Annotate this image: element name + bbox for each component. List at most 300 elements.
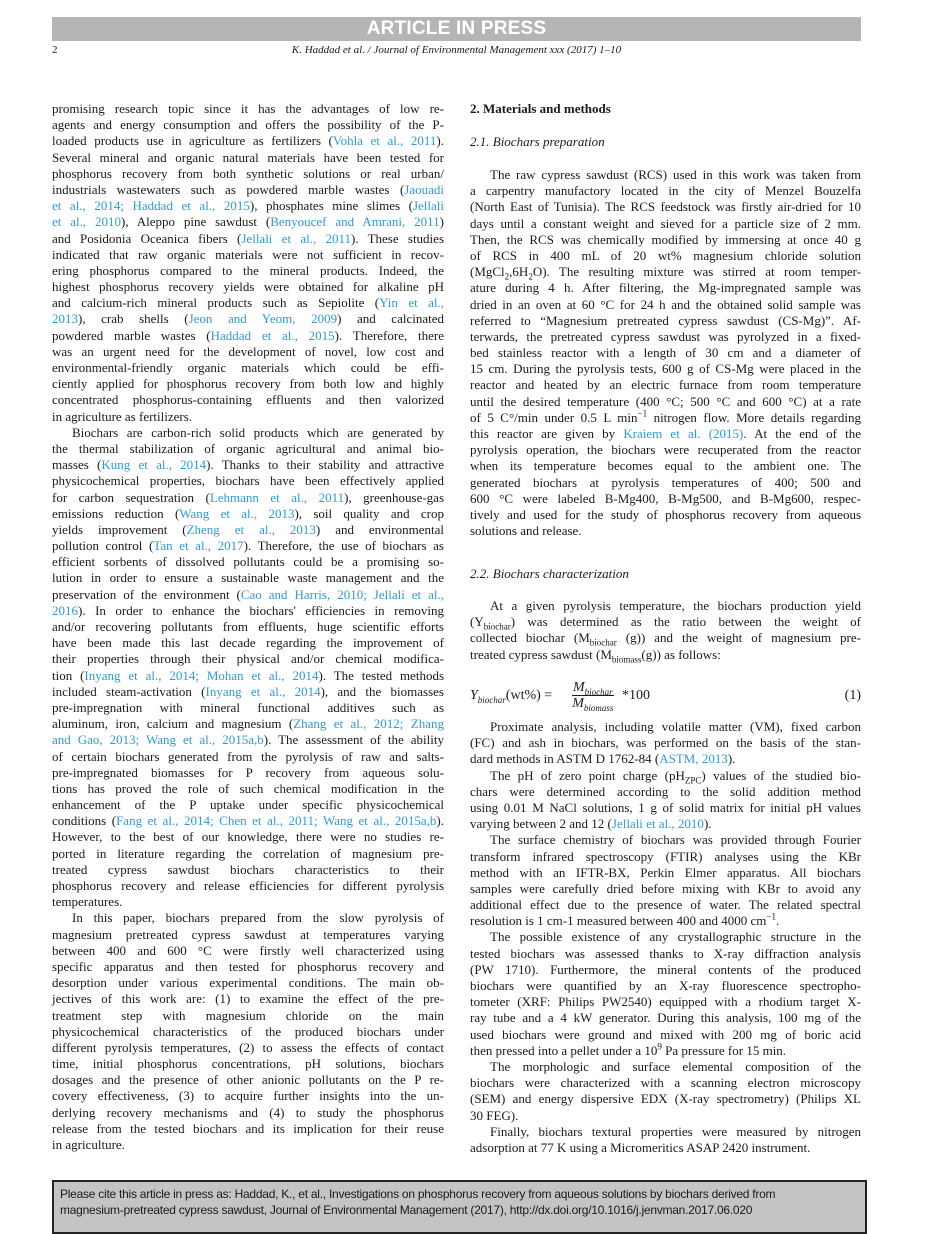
- text-segment: ). The assessment of the ability: [263, 732, 444, 748]
- text-segment: The possible existence of any crystallographic structure in the: [490, 929, 861, 945]
- text-line: [470, 426, 861, 442]
- text-segment: treated cypress sawdust biochars characteristics to their: [52, 861, 444, 877]
- citation-link[interactable]: ASTM, 2013: [659, 751, 728, 767]
- text-line: [470, 1075, 861, 1091]
- text-line: [470, 962, 861, 978]
- text-segment: ).: [727, 751, 736, 767]
- text-segment: Proximate analysis, including volatile matter (VM), fixed carbon: [490, 719, 861, 734]
- text-segment: concentrated phosphorus-containing effluents and then valorized: [52, 392, 444, 408]
- text-segment: derlying recovery mechanisms and (4) to study the phosphorus: [52, 1104, 444, 1120]
- paragraph: [470, 719, 861, 768]
- text-line: [470, 929, 861, 945]
- text-line: [52, 781, 444, 797]
- text-segment: ray tube and a 4 kW generator. During this analysis, 100 mg of the: [470, 1010, 861, 1026]
- subsection-heading: 2.2. Biochars characterization: [470, 566, 629, 581]
- text-segment: their properties through their physical and/or chemical modifica-: [52, 651, 444, 667]
- text-line: [470, 232, 861, 248]
- subscript: 2: [504, 271, 510, 282]
- text-segment: collected biochar (M: [470, 630, 590, 646]
- text-segment: ).: [436, 813, 445, 829]
- equation-number: (1): [844, 688, 861, 703]
- text-line: [470, 442, 861, 458]
- text-segment: treated cypress sawdust (M: [470, 646, 612, 662]
- text-line: [52, 441, 444, 457]
- text-line: [470, 199, 861, 215]
- text-segment: . At the end of the: [743, 426, 861, 441]
- citation-link[interactable]: Jellali: [412, 198, 444, 214]
- text-segment: different pyrolysis temperatures, (2) to assess the effects of contact: [52, 1039, 444, 1055]
- text-segment: (Y: [470, 614, 484, 630]
- text-line: [52, 166, 444, 182]
- eq-unit: (wt%): [505, 688, 541, 703]
- subscript: 2: [528, 271, 533, 282]
- superscript: −1: [766, 911, 776, 922]
- text-line: [52, 684, 444, 700]
- text-line: [470, 1108, 861, 1124]
- paragraph: [470, 768, 861, 833]
- text-segment: transform infrared spectroscopy (FTIR) analyses using the KBr: [470, 848, 861, 864]
- citation-link[interactable]: Inyang et al., 2014; Mohan et al., 2014: [84, 667, 319, 683]
- text-segment: yields improvement (: [52, 521, 187, 537]
- text-segment: included steam-activation (: [52, 683, 206, 699]
- text-line: [52, 490, 444, 506]
- paragraph: [470, 167, 861, 539]
- superscript: −1: [637, 408, 648, 419]
- text-line: [52, 1008, 444, 1024]
- text-segment: tested biochars was assessed thanks to X-ray diffraction analysis: [470, 945, 861, 961]
- text-segment: emissions reduction (: [52, 505, 180, 521]
- citation-link[interactable]: Jeon and Yeom, 2009: [188, 311, 338, 327]
- text-line: [52, 328, 444, 344]
- paragraph: [470, 832, 861, 929]
- text-segment: (North East of Tunisia). The RCS feedstock was firstly air-dried for 10: [470, 199, 861, 215]
- text-line: [52, 279, 444, 295]
- text-segment: ) and calcinated: [337, 311, 444, 327]
- text-line: [470, 816, 861, 832]
- text-segment: phosphorus recovery from both synthetic solutions or real urban/: [52, 165, 444, 181]
- text-segment: highest phosphorus recovery yields were obtained for alkaline pH: [52, 279, 444, 295]
- text-line: [470, 507, 861, 523]
- text-segment: and Posidonia Oceanica fibers (: [52, 230, 242, 246]
- citation-link[interactable]: Fang et al., 2014; Chen et al., 2011; Wang et al., 2015a,b: [116, 813, 437, 829]
- text-segment: additional effect due to the presence of water. The related spectral: [470, 897, 861, 913]
- citation-link[interactable]: Kraiem et al. (2015): [623, 426, 744, 441]
- text-segment: agents and energy consumption and offers the possibility of the P-: [52, 117, 444, 133]
- text-segment: biochars were characterized with a scanning electron microscopy: [470, 1075, 861, 1091]
- text-segment: tometer (XRF: Philips PW2540) equipped with a rhodium target X-: [470, 994, 861, 1010]
- eq-subscript: biochar: [584, 686, 613, 697]
- text-line: [470, 647, 861, 663]
- text-line: [52, 182, 444, 198]
- text-segment: Several mineral and organic natural materials have been tested for: [52, 149, 444, 165]
- text-line: [52, 1056, 444, 1072]
- text-segment: Then, the RCS was chemically modified by immersing at once 40 g: [470, 231, 861, 247]
- citation-link[interactable]: Yin et al.,: [379, 295, 445, 311]
- text-segment: aluminum, iron, calcium and magnesium (: [52, 716, 294, 732]
- text-line: [52, 198, 444, 214]
- text-line: [52, 554, 444, 570]
- citation-link[interactable]: Jellali et al., 2011: [241, 230, 351, 246]
- text-segment: resolution is 1 cm-1 measured between 400 and 4000 cm: [470, 913, 767, 929]
- text-segment: the thermal stabilization of organic agricultural and animal bio-: [52, 440, 444, 456]
- text-segment: covery effectiveness, (3) to acquire further insights into the un-: [52, 1088, 444, 1104]
- text-line: [470, 946, 861, 962]
- text-segment: masses (: [52, 457, 102, 473]
- citation-link[interactable]: Lehmann et al., 2011: [209, 489, 345, 505]
- text-segment: Biochars are carbon-rich solid products which are generated by: [72, 424, 444, 440]
- citation-link[interactable]: et al., 2014; Haddad et al., 2015: [52, 198, 250, 214]
- eq-subscript: biomass: [583, 702, 614, 713]
- text-line: [52, 943, 444, 959]
- text-line: [470, 523, 861, 539]
- text-line: [470, 897, 861, 913]
- text-segment: days until a constant weight and sieved for a particle size of 2 mm.: [470, 215, 861, 231]
- text-line: [52, 360, 444, 376]
- text-segment: used biochars were ground and mixed with 200 mg of boric acid: [470, 1026, 861, 1042]
- text-line: [52, 101, 444, 117]
- text-segment: magnesium pretreated cypress sawdust at temperatures varying: [52, 926, 444, 942]
- text-line: [52, 700, 444, 716]
- citation-link[interactable]: Tan et al., 2017: [153, 538, 244, 554]
- citation-link[interactable]: Cao and Harris, 2010; Jellali et al.,: [240, 586, 445, 602]
- text-segment: of 5 C°/min under 0.5 L min: [470, 409, 638, 425]
- text-line: [52, 133, 444, 149]
- citation-link[interactable]: Jaouadi: [404, 181, 444, 197]
- text-segment: (FC) and ash in biochars, was performed on the basis of the stan-: [470, 735, 861, 751]
- text-segment: and calcium-rich mineral products such as Sepiolite (: [52, 295, 380, 311]
- text-line: [52, 522, 444, 538]
- text-segment: tions has proved the role of such chemical modification in the: [52, 780, 444, 796]
- text-segment: tion (: [52, 667, 85, 683]
- eq-symbol: M: [572, 696, 584, 711]
- characterization-text: [470, 719, 861, 1156]
- text-segment: indicated that raw organic materials were not sufficient in recov-: [52, 246, 444, 262]
- text-segment: 15 cm. During the pyrolysis tests, 600 g of CS-Mg were placed in the: [470, 361, 861, 377]
- text-segment: of certain biochars generated from the pyrolysis of raw and salts-: [52, 748, 444, 764]
- text-segment: treatment step with magnesium chloride on the main: [52, 1007, 444, 1023]
- text-segment: desorption under various experimental conditions. The main ob-: [52, 975, 444, 991]
- text-line: [470, 800, 861, 816]
- text-line: [52, 570, 444, 586]
- text-segment: varying between 2 and 12 (: [470, 816, 612, 832]
- text-line: [470, 264, 861, 280]
- text-segment: ) and environmental: [315, 521, 445, 537]
- text-segment: ), greenhouse-gas: [344, 489, 445, 505]
- text-line: [470, 329, 861, 345]
- text-line: [52, 1072, 444, 1088]
- text-segment: dried in an oven at 60 °C for 24 h and the obtained solid sample was: [470, 296, 861, 312]
- text-segment: lution in order to ensure a sustainable waste management and the: [52, 570, 444, 586]
- text-segment: referred to “Magnesium pretreated cypress sawdust (CS-Mg)”. Af-: [470, 312, 861, 328]
- text-segment: then pressed into a pellet under a 10: [470, 1042, 658, 1058]
- text-line: [470, 491, 861, 507]
- citation-link[interactable]: Haddad et al., 2015: [210, 327, 335, 343]
- text-segment: environmental-friendly organic materials which could be effi-: [52, 360, 444, 375]
- paragraph: [470, 1059, 861, 1124]
- text-segment: However, to the best of our knowledge, there were no studies re-: [52, 829, 444, 845]
- citation-link[interactable]: 2013: [52, 311, 78, 327]
- text-segment: ), and the biomasses: [320, 683, 444, 699]
- text-segment: between 400 and 600 °C were firstly well characterized using: [52, 942, 444, 958]
- text-line: [52, 231, 444, 247]
- text-segment: ering phosphorus compared to the mineral products. Indeed, the: [52, 262, 444, 278]
- text-segment: time, initial phosphorus concentrations, pH solutions, biochars: [52, 1056, 444, 1072]
- text-segment: In this paper, biochars prepared from the slow pyrolysis of: [72, 910, 444, 926]
- citation-box: [52, 1180, 867, 1234]
- subscript: biochar: [589, 637, 617, 648]
- text-line: [52, 425, 444, 441]
- citation-link[interactable]: Jellali et al., 2010: [611, 816, 704, 832]
- citation-line: magnesium-pretreated cypress sawdust, Journal of Environmental Management (2017), http://dx.doi.org/10.1016/j.jenvman.2017.06.020: [60, 1203, 753, 1217]
- text-line: [470, 614, 861, 630]
- text-line: [52, 716, 444, 732]
- text-line: [470, 280, 861, 296]
- text-segment: ), Aleppo pine sawdust (: [121, 214, 271, 230]
- text-segment: phosphorus recovery and release efficiencies for different pyrolysis: [52, 878, 444, 893]
- text-line: [470, 216, 861, 232]
- running-title: K. Haddad et al. / Journal of Environmental Management xxx (2017) 1–10: [291, 44, 622, 56]
- text-segment: 30 FEG).: [470, 1107, 519, 1123]
- text-line: [52, 910, 444, 926]
- text-line: [52, 1105, 444, 1121]
- text-segment: promising research topic since it has the advantages of low re-: [52, 101, 444, 116]
- text-segment: Pa pressure for 15 min.: [661, 1042, 787, 1058]
- eq-symbol: M: [573, 680, 585, 695]
- text-segment: samples were carefully dried before mixing with KBr to avoid any: [470, 880, 861, 896]
- subscript: ZPC: [684, 775, 702, 786]
- text-segment: industrials wastewaters such as powdered marble wastes (: [52, 181, 405, 197]
- text-line: [52, 749, 444, 765]
- citation-link[interactable]: and Gao, 2013; Wang et al., 2015a,b: [52, 732, 264, 748]
- equation-fraction: [572, 680, 614, 712]
- text-segment: (MgCl: [470, 264, 505, 280]
- text-line: [470, 1140, 861, 1156]
- text-segment: ciently applied for phosphorus recovery from both low and highly: [52, 376, 444, 392]
- text-segment: preservation of the environment (: [52, 586, 241, 602]
- text-line: [52, 603, 444, 619]
- text-segment: solutions and release.: [470, 523, 582, 539]
- subscript: biomass: [611, 654, 642, 665]
- text-segment: generated biochars at pyrolysis temperatures of 400; 500 and: [470, 474, 861, 490]
- eq-numerator: [572, 680, 614, 696]
- eq-denominator: [572, 696, 614, 712]
- text-line: [470, 1043, 861, 1059]
- text-line: [470, 735, 861, 751]
- text-line: [52, 846, 444, 862]
- text-line: [470, 458, 861, 474]
- text-segment: pre-impregnation with mineral functional additives such as: [52, 699, 444, 715]
- text-line: [52, 813, 444, 829]
- text-line: [470, 377, 861, 393]
- text-line: [470, 345, 861, 361]
- text-line: [52, 311, 444, 327]
- text-segment: ). The tested methods: [318, 667, 445, 683]
- text-segment: method with an IFTR-BX, Perkin Elmer apparatus. All biochars: [470, 864, 861, 880]
- citation-link[interactable]: Benyoucef and Amrani, 2011: [270, 214, 440, 230]
- text-line: [470, 1010, 861, 1026]
- subscript: biochar: [483, 621, 511, 632]
- text-segment: tively and used for the study of phosphorus recovery from aqueous: [470, 506, 861, 522]
- citation-link[interactable]: Wang et al., 2013: [179, 505, 295, 521]
- text-segment: (PW 1710). Furthermore, the mineral contents of the produced: [470, 961, 861, 977]
- text-line: [52, 376, 444, 392]
- citation-link[interactable]: Zhang et al., 2012; Zhang: [293, 716, 444, 732]
- text-line: [52, 214, 444, 230]
- text-segment: (g)) as follows:: [641, 646, 721, 662]
- text-line: [470, 784, 861, 800]
- text-line: [52, 344, 444, 360]
- text-line: [52, 1024, 444, 1040]
- citation-link[interactable]: et al., 2010: [52, 214, 121, 230]
- text-segment: ). These studies: [350, 230, 444, 246]
- text-line: [470, 410, 861, 426]
- text-line: [52, 668, 444, 684]
- text-segment: ), soil quality and crop: [294, 505, 444, 521]
- text-segment: and/or recovering pollutants from effluents, huge scientific efforts: [52, 619, 444, 634]
- text-line: [52, 829, 444, 845]
- citation-link[interactable]: 2016: [52, 602, 78, 618]
- text-segment: (g)) and the weight of magnesium pre-: [616, 630, 861, 646]
- text-segment: ).: [436, 133, 444, 149]
- eq-multiplier: *100: [622, 688, 650, 703]
- text-segment: in agriculture as fertilizers.: [52, 408, 193, 424]
- text-segment: ). Thanks to their stability and attractive: [206, 457, 444, 473]
- text-line: [470, 881, 861, 897]
- eq-equals: =: [540, 688, 553, 703]
- text-line: [52, 263, 444, 279]
- paragraph: [52, 101, 444, 425]
- text-line: [52, 587, 444, 603]
- text-segment: have been made this last decade regarding the improvement of: [52, 635, 444, 651]
- text-line: [470, 913, 861, 929]
- text-segment: physicochemical properties, biochars have been effectively applied: [52, 473, 444, 489]
- text-segment: ). Therefore, there: [334, 327, 444, 343]
- text-line: [52, 991, 444, 1007]
- text-line: [470, 361, 861, 377]
- text-segment: The surface chemistry of biochars was provided through Fourier: [490, 832, 861, 848]
- text-line: [52, 506, 444, 522]
- text-line: [470, 832, 861, 848]
- text-line: [470, 865, 861, 881]
- text-line: [52, 797, 444, 813]
- text-line: [52, 295, 444, 311]
- text-segment: ) was determined as the ratio between the weight of: [510, 614, 861, 630]
- text-line: [470, 598, 861, 614]
- text-line: [52, 473, 444, 489]
- text-line: [52, 392, 444, 408]
- text-segment: of RCS in 400 mL of 20 wt% magnesium chloride solution: [470, 247, 861, 263]
- text-segment: chars were determined according to the solid addition method: [470, 783, 861, 799]
- text-line: [52, 862, 444, 878]
- text-segment: The pH of zero point charge (pH: [490, 767, 685, 783]
- citation-link[interactable]: Kung et al., 2014: [101, 457, 207, 473]
- subsection-heading: 2.1. Biochars preparation: [470, 134, 605, 149]
- text-segment: adsorption at 77 K using a Micromeritics ASAP 2420 instrument.: [470, 1139, 811, 1155]
- text-segment: release from the tested biochars and its implication for their reuse: [52, 1120, 444, 1136]
- text-segment: enhancement of the P uptake under specific physicochemical: [52, 797, 444, 813]
- text-segment: efficient sorbents of dissolved pollutants could be a promising so-: [52, 554, 444, 570]
- text-segment: physicochemical characteristics of the produced biochars under: [52, 1023, 444, 1039]
- text-segment: temperatures.: [52, 894, 123, 910]
- text-line: [470, 1124, 861, 1140]
- left-column: [52, 101, 444, 1153]
- text-line: [52, 247, 444, 263]
- text-segment: using 0.01 M NaCl solutions, 1 g of solid matrix for initial pH values: [470, 799, 861, 815]
- equation-lhs: [470, 688, 552, 704]
- text-line: [52, 1137, 444, 1153]
- citation-line: Please cite this article in press as: Haddad, K., et al., Investigations on phosphorus recovery from aqueous solutions by biochars derived from: [60, 1187, 776, 1201]
- text-line: [470, 475, 861, 491]
- citation-link[interactable]: Inyang et al., 2014: [205, 683, 321, 699]
- article-in-press-banner: ARTICLE IN PRESS: [52, 17, 861, 41]
- text-line: [52, 1040, 444, 1056]
- text-line: [470, 167, 861, 183]
- text-segment: reactor and heated by an electric furnace from room temperature: [470, 377, 861, 393]
- text-line: [52, 1121, 444, 1137]
- text-line: [52, 975, 444, 991]
- paragraph: [470, 598, 861, 663]
- text-line: [52, 894, 444, 910]
- text-segment: .: [775, 913, 780, 929]
- text-segment: dard methods in ASTM D 1762-84 (: [470, 751, 660, 767]
- text-segment: ). In order to enhance the biochars' efficiencies in removing: [78, 602, 444, 618]
- page-number: 2: [52, 44, 58, 56]
- text-segment: ): [439, 214, 444, 230]
- text-segment: specific apparatus and then tested for phosphorus recovery and: [52, 958, 444, 974]
- text-segment: ,6H: [509, 264, 529, 280]
- text-segment: (SEM) and energy dispersive EDX (X-ray spectrometry) (Philips XL: [470, 1091, 861, 1107]
- text-segment: ) values of the studied bio-: [701, 767, 861, 783]
- text-line: [470, 1091, 861, 1107]
- citation-link[interactable]: Vohla et al., 2011: [332, 133, 437, 149]
- text-line: [470, 1059, 861, 1075]
- text-line: [470, 248, 861, 264]
- text-segment: when its temperature becomes equal to the ambient one. The: [470, 458, 861, 474]
- text-line: [470, 313, 861, 329]
- text-line: [52, 538, 444, 554]
- text-line: [470, 768, 861, 784]
- text-segment: terwards, the pretreated cypress sawdust was pyrolyzed in a fixed-: [470, 328, 861, 344]
- text-segment: jectives of this work are: (1) to examine the effect of the pre-: [52, 991, 444, 1007]
- text-segment: The morphologic and surface elemental composition of the: [490, 1058, 861, 1074]
- citation-link[interactable]: Zheng et al., 2013: [186, 521, 316, 537]
- paragraph: [470, 1124, 861, 1156]
- text-line: [52, 765, 444, 781]
- text-line: [52, 732, 444, 748]
- text-line: [470, 1027, 861, 1043]
- text-segment: was an urgent need for the development of novel, low cost and: [52, 343, 444, 359]
- text-segment: pyrolysis operation, the biochars were recuperated from the reactor: [470, 442, 861, 458]
- text-line: [470, 183, 861, 199]
- text-segment: nitrogen flow. More details regarding: [647, 409, 861, 425]
- text-segment: pollution control (: [52, 538, 154, 554]
- text-segment: biochars were quantified by an X-ray fluorescence spectropho-: [470, 978, 861, 993]
- text-line: [470, 751, 861, 767]
- text-segment: this reactor are given by: [470, 426, 624, 441]
- text-segment: conditions (: [52, 813, 117, 829]
- section-heading: 2. Materials and methods: [470, 101, 611, 116]
- text-line: [52, 959, 444, 975]
- text-segment: pre-impregnated biomasses for P recovery from aqueous solu-: [52, 764, 444, 780]
- text-segment: for carbon sequestration (: [52, 489, 210, 505]
- paragraph: [470, 929, 861, 1059]
- eq-subscript: biochar: [477, 694, 506, 705]
- text-line: [470, 849, 861, 865]
- text-segment: ), phosphates mine slimes (: [249, 198, 413, 214]
- text-line: [52, 117, 444, 133]
- text-segment: ).: [703, 816, 712, 832]
- text-line: [470, 394, 861, 410]
